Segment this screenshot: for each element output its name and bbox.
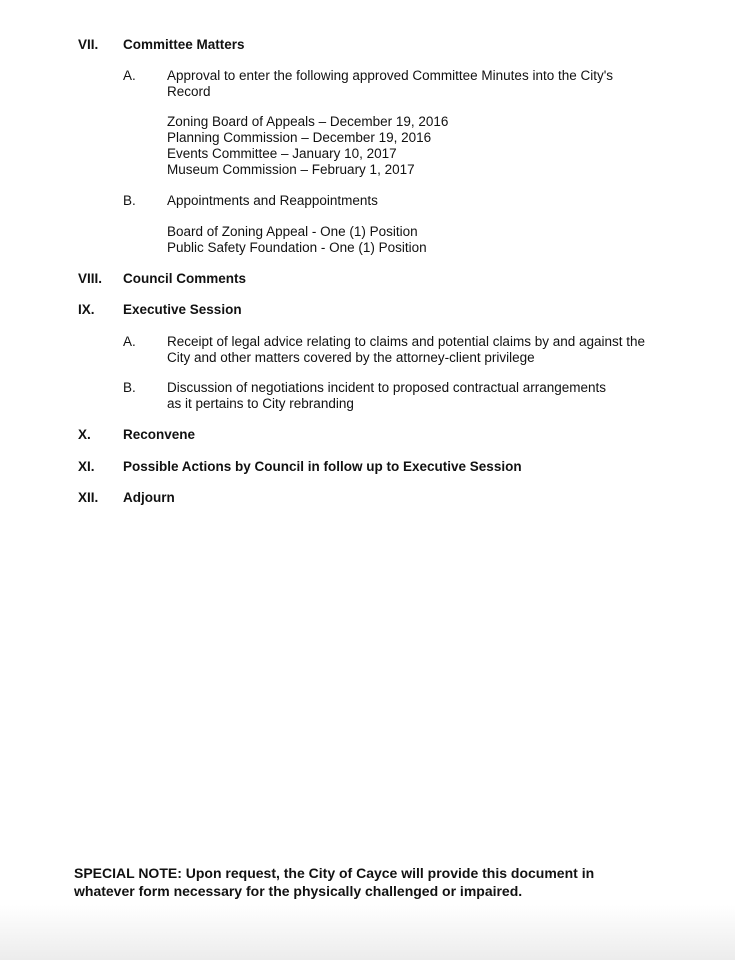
item-letter: A. xyxy=(123,334,136,349)
item-letter: A. xyxy=(123,68,136,83)
special-note-line: whatever form necessary for the physically challenged or impaired. xyxy=(74,883,523,899)
item-letter: B. xyxy=(123,193,136,208)
special-note-line: SPECIAL NOTE: Upon request, the City of Cayce will provide this document in xyxy=(74,865,595,881)
minutes-item: Museum Commission – February 1, 2017 xyxy=(167,162,415,177)
item-text: Record xyxy=(167,84,211,99)
section-title: Adjourn xyxy=(123,490,175,505)
section-number: VII. xyxy=(78,37,99,52)
item-text: Approval to enter the following approved Committee Minutes into the City's xyxy=(167,68,614,83)
appointment-item: Board of Zoning Appeal - One (1) Position xyxy=(167,224,418,239)
section-title: Council Comments xyxy=(123,271,247,286)
section-title: Committee Matters xyxy=(123,37,245,52)
item-text: as it pertains to City rebranding xyxy=(167,396,354,411)
section-title: Reconvene xyxy=(123,427,196,442)
minutes-item: Planning Commission – December 19, 2016 xyxy=(167,130,432,145)
item-text: City and other matters covered by the attorney-client privilege xyxy=(167,350,535,365)
section-title: Possible Actions by Council in follow up to Executive Session xyxy=(123,459,522,474)
section-number: IX. xyxy=(78,302,95,317)
item-text: Discussion of negotiations incident to proposed contractual arrangements xyxy=(167,380,607,395)
item-letter: B. xyxy=(123,380,136,395)
minutes-item: Events Committee – January 10, 2017 xyxy=(167,146,397,161)
section-title: Executive Session xyxy=(123,302,242,317)
item-text: Receipt of legal advice relating to claims and potential claims by and against the xyxy=(167,334,646,349)
section-number: XII. xyxy=(78,490,99,505)
section-number: VIII. xyxy=(78,271,103,286)
section-number: XI. xyxy=(78,459,95,474)
section-number: X. xyxy=(78,427,91,442)
item-text: Appointments and Reappointments xyxy=(167,193,378,208)
appointment-item: Public Safety Foundation - One (1) Position xyxy=(167,240,427,255)
page-bottom-shadow xyxy=(0,905,735,960)
minutes-item: Zoning Board of Appeals – December 19, 2016 xyxy=(167,114,449,129)
special-note xyxy=(74,864,594,900)
